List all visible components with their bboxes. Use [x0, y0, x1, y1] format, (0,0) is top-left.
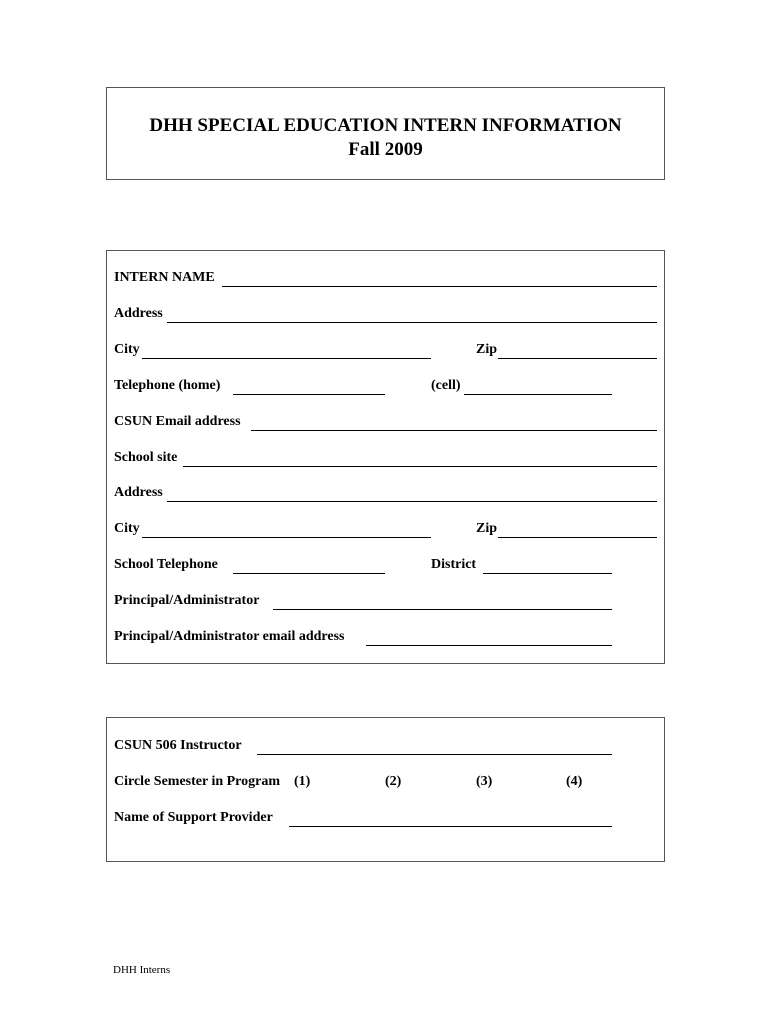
principal-email-label: Principal/Administrator email address: [114, 629, 345, 644]
principal-field[interactable]: [273, 609, 612, 610]
form-title: DHH SPECIAL EDUCATION INTERN INFORMATION: [149, 115, 622, 136]
school-zip-label: Zip: [476, 521, 498, 536]
school-telephone-label: School Telephone: [114, 557, 218, 572]
semester-option-4[interactable]: (4): [566, 774, 583, 789]
intern-name-field[interactable]: [222, 286, 657, 287]
intern-name-label: INTERN NAME: [114, 270, 215, 285]
semester-option-3[interactable]: (3): [476, 774, 493, 789]
school-city-label: City: [114, 521, 140, 536]
school-address-label: Address: [114, 485, 163, 500]
support-provider-field[interactable]: [289, 826, 612, 827]
district-field[interactable]: [483, 573, 612, 574]
form-term: Fall 2009: [348, 139, 423, 160]
page-footer: DHH Interns: [113, 964, 171, 976]
city-field[interactable]: [142, 358, 431, 359]
school-telephone-field[interactable]: [233, 573, 385, 574]
cell-field[interactable]: [464, 394, 612, 395]
school-city-field[interactable]: [142, 537, 431, 538]
address-field[interactable]: [167, 322, 657, 323]
address-label: Address: [114, 306, 163, 321]
csun-email-field[interactable]: [251, 430, 657, 431]
principal-label: Principal/Administrator: [114, 593, 260, 608]
school-site-label: School site: [114, 450, 178, 465]
support-provider-label: Name of Support Provider: [114, 810, 273, 825]
instructor-field[interactable]: [257, 754, 612, 755]
title-box: [106, 87, 665, 180]
principal-email-field[interactable]: [366, 645, 612, 646]
semester-label: Circle Semester in Program: [114, 774, 281, 789]
semester-option-2[interactable]: (2): [385, 774, 402, 789]
district-label: District: [431, 557, 477, 572]
telephone-home-label: Telephone (home): [114, 378, 221, 393]
school-address-field[interactable]: [167, 501, 657, 502]
school-zip-field[interactable]: [498, 537, 657, 538]
city-label: City: [114, 342, 140, 357]
semester-option-1[interactable]: (1): [294, 774, 311, 789]
zip-field[interactable]: [498, 358, 657, 359]
school-site-field[interactable]: [183, 466, 657, 467]
program-section: [106, 717, 665, 862]
telephone-home-field[interactable]: [233, 394, 385, 395]
intern-info-section: [106, 250, 665, 664]
cell-label: (cell): [431, 378, 461, 393]
instructor-label: CSUN 506 Instructor: [114, 738, 242, 753]
zip-label: Zip: [476, 342, 498, 357]
csun-email-label: CSUN Email address: [114, 414, 241, 429]
